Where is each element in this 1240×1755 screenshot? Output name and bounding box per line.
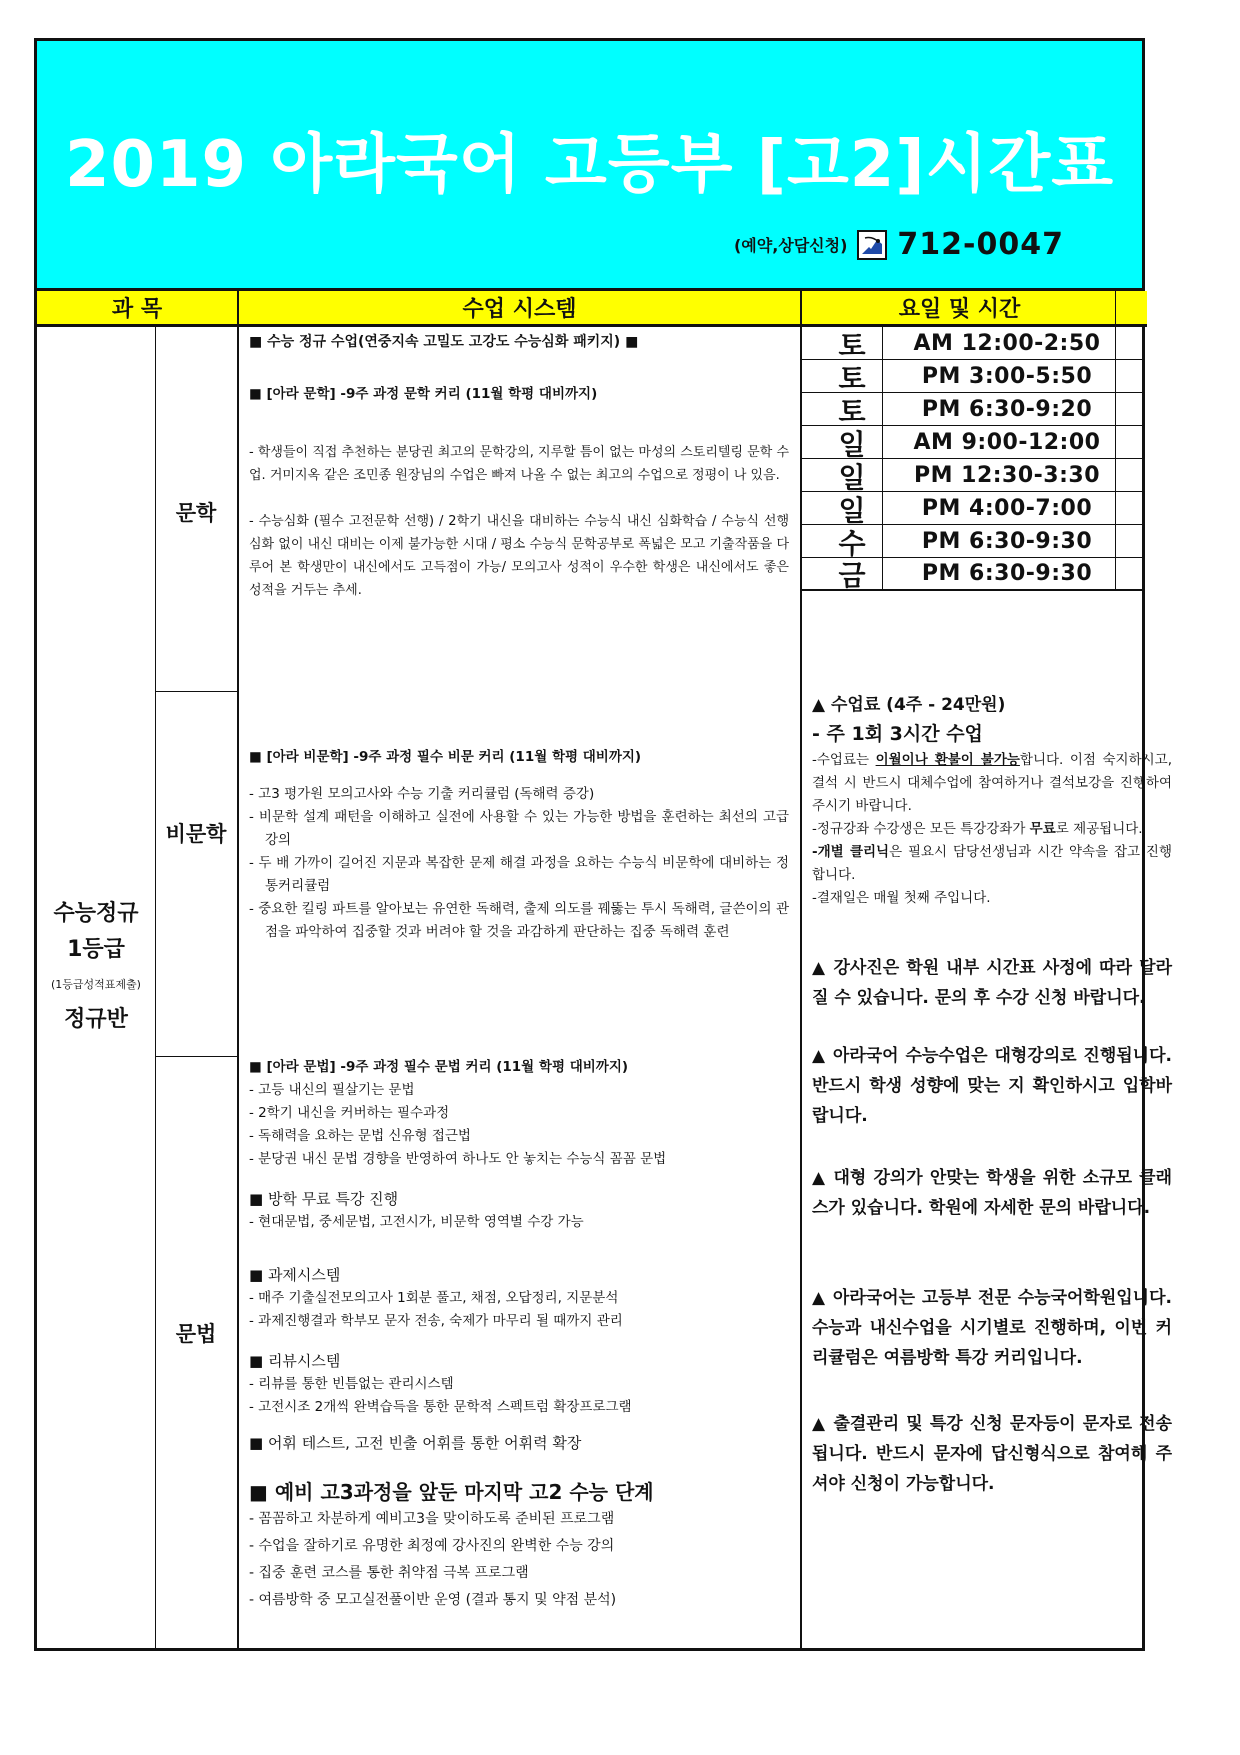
- lit-heading: ■ 수능 정규 수업(연중지속 고밀도 고강도 수능심화 패키지) ■: [249, 334, 639, 350]
- schedule-row: [802, 393, 1142, 426]
- fee-note-2a: -정규강좌 수강생은 모든 특강강좌가: [812, 821, 1030, 837]
- nonlit-title: ■ [아라 비문학] -9주 과정 필수 비문 커리 (11월 학평 대비까지): [249, 749, 642, 765]
- nonlit-item: - 비문학 설계 패턴을 이해하고 실전에 사용할 수 있는 가능한 방법을 훈련하는 최선의 고급 강의: [249, 809, 789, 848]
- schedule-day: 금: [838, 558, 866, 592]
- subject-nonlit: 비문학: [165, 822, 227, 846]
- schedule-row: [802, 360, 1142, 393]
- contact-info: [734, 227, 1064, 262]
- phone-icon: [857, 230, 887, 260]
- schedule-time: AM 9:00-12:00: [913, 430, 1101, 455]
- fee-note-3b: 은 필요시 담당선생님과 시간 약속을 잡고 진행합니다.: [812, 844, 1172, 883]
- lit-desc-1: - 학생들이 직접 추천하는 분당권 최고의 문학강의, 지루할 틈이 없는 마성의 스토리텔링 문학 수업. 거미지옥 같은 조민종 원장님의 수업은 빠져 나올 수 없는 최고의 수업으로 정평이 나 있음.: [249, 445, 789, 483]
- title-banner: [37, 41, 1142, 291]
- vocab-title: ■ 어휘 테스트, 고전 빈출 어휘를 통한 어휘력 확장: [249, 1434, 582, 1452]
- fee-note-2c: 로 제공됩니다.: [1055, 821, 1143, 837]
- subject-grammar: 문법: [175, 1322, 217, 1346]
- notice-list: [812, 953, 1172, 1499]
- notice-item: ▲ 아라국어는 고등부 전문 수능국어학원입니다. 수능과 내신수업을 시기별로 진행하며, 이번 커리큘럼은 여름방학 특강 커리입니다.: [812, 1288, 1172, 1368]
- divider: [155, 1056, 237, 1057]
- fee-note-1-underline: 이월이나 환불이 불가능: [875, 752, 1020, 768]
- schedule-time: PM 6:30-9:20: [921, 397, 1093, 422]
- category-label: [37, 896, 155, 1038]
- header-subject: 과 목: [37, 291, 237, 327]
- divider: [237, 291, 239, 1651]
- schedule-day: 일: [838, 493, 866, 527]
- schedule-time: PM 4:00-7:00: [921, 496, 1093, 521]
- header-system: 수업 시스템: [239, 291, 800, 327]
- category-line3: 정규반: [64, 1007, 128, 1032]
- category-line2: 1등급: [67, 937, 125, 962]
- free-lecture-title: ■ 방학 무료 특강 진행: [249, 1190, 399, 1208]
- pre-senior-item: - 꼼꼼하고 차분하게 예비고3을 맞이하도록 준비된 프로그램: [249, 1511, 615, 1527]
- nonlit-section: [249, 746, 789, 944]
- nonlit-item: - 고3 평가원 모의고사와 수능 기출 커리큘럼 (독해력 증강): [249, 786, 595, 802]
- grammar-item: - 2학기 내신을 커버하는 필수과정: [249, 1105, 450, 1121]
- schedule-day: 일: [838, 427, 866, 461]
- schedule-day: 일: [838, 460, 866, 494]
- divider: [155, 691, 237, 692]
- notice-item: ▲ 출결관리 및 특강 신청 문자등이 문자로 전송됩니다. 반드시 문자에 답신형식으로 참여해 주셔야 신청이 가능합니다.: [812, 1414, 1172, 1494]
- schedule-day: 수: [838, 526, 866, 560]
- schedule-day: 토: [838, 361, 866, 395]
- notice-item: ▲ 아라국어 수능수업은 대형강의로 진행됩니다. 반드시 학생 성향에 맞는 지 확인하시고 입학바랍니다.: [812, 1046, 1172, 1126]
- grammar-item: - 분당권 내신 문법 경향을 반영하여 하나도 안 놓치는 수능식 꼼꼼 문법: [249, 1151, 667, 1167]
- fee-title: ▲ 수업료 (4주 - 24만원): [812, 695, 1006, 715]
- contact-label: (예약,상담신청): [733, 236, 848, 255]
- pre-senior-item: - 집중 훈련 코스를 통한 취약점 극복 프로그램: [249, 1565, 529, 1581]
- schedule-time: PM 6:30-9:30: [921, 561, 1093, 586]
- schedule-row: [802, 426, 1142, 459]
- schedule-time: PM 3:00-5:50: [921, 364, 1093, 389]
- homework-item: - 과제진행결과 학부모 문자 전송, 숙제가 마무리 될 때까지 관리: [249, 1313, 623, 1329]
- category-line1: 수능정규: [53, 901, 139, 926]
- lit-desc-2: - 수능심화 (필수 고전문학 선행) / 2학기 내신을 대비하는 수능식 내신 심화학습 / 수능식 선행 심화 없이 내신 대비는 이제 불가능한 시대 / 평소 수능식 문학공부로 폭넓은 모고 기출작품을 다루어 본 학생만이 내신에서도 고득점이 가능/ 모의고사 성적이 우수한 학생은 내신에서도 좋은 성적을 거두는 추세.: [249, 514, 789, 598]
- page-title: 2019 아라국어 고등부 [고2]시간표: [64, 128, 1115, 202]
- lit-section: [249, 331, 789, 602]
- pre-senior-item: - 여름방학 중 모고실전풀이반 운영 (결과 통지 및 약점 분석): [249, 1592, 617, 1608]
- schedule-row: [802, 557, 1142, 590]
- schedule-time: PM 6:30-9:30: [921, 529, 1093, 554]
- fee-section: [812, 691, 1172, 910]
- schedule-day: 토: [838, 328, 866, 362]
- pre-senior-item: - 수업을 잘하기로 유명한 최정예 강사진의 완벽한 수능 강의: [249, 1538, 615, 1554]
- nonlit-item: - 두 배 가까이 길어진 지문과 복잡한 문제 해결 과정을 요하는 수능식 비문학에 대비하는 정통커리큘럼: [249, 855, 789, 894]
- fee-sub: - 주 1회 3시간 수업: [812, 723, 983, 745]
- schedule-row: [802, 327, 1142, 360]
- review-item: - 고전시조 2개씩 완벽습득을 통한 문학적 스펙트럼 확장프로그램: [249, 1399, 632, 1415]
- fee-note-2b: 무료: [1029, 821, 1056, 837]
- header-schedule: 요일 및 시간: [802, 291, 1147, 327]
- subject-lit: 문학: [175, 501, 217, 525]
- homework-title: ■ 과제시스템: [249, 1266, 341, 1284]
- fee-note-1b: 합니다. 이점 숙지하시고, 결석 시 반드시 대체수업에 참여하거나 결석보강을 진행하여 주시기 바랍니다.: [812, 752, 1173, 814]
- homework-item: - 매주 기출실전모의고사 1회분 풀고, 채점, 오답정리, 지문분석: [249, 1290, 619, 1306]
- pre-senior-title: ■ 예비 고3과정을 앞둔 마지막 고2 수능 단계: [249, 1480, 654, 1504]
- schedule-row: [802, 459, 1142, 492]
- timetable-sheet: [34, 38, 1173, 1651]
- lit-title: ■ [아라 문학] -9주 과정 문학 커리 (11월 학평 대비까지): [249, 386, 598, 402]
- fee-note-4: -결재일은 매월 첫째 주입니다.: [812, 890, 991, 906]
- review-item: - 리뷰를 통한 빈틈없는 관리시스템: [249, 1376, 454, 1392]
- phone-number[interactable]: 712-0047: [897, 227, 1064, 262]
- nonlit-item: - 중요한 킬링 파트를 알아보는 유연한 독해력, 출제 의도를 꿰뚫는 투시 독해력, 글쓴이의 관점을 파악하여 집중할 것과 버려야 할 것을 과감하게 판단하는 집중 독해력 훈련: [249, 901, 789, 940]
- category-note: (1등급성적표제출): [51, 978, 141, 991]
- free-lecture-item: - 현대문법, 중세문법, 고전시가, 비문학 영역별 수강 가능: [249, 1214, 584, 1230]
- schedule-time: AM 12:00-2:50: [913, 331, 1101, 356]
- schedule-day: 토: [838, 394, 866, 428]
- notice-item: ▲ 강사진은 학원 내부 시간표 사정에 따라 달라질 수 있습니다. 문의 후 수강 신청 바랍니다.: [812, 958, 1172, 1008]
- fee-note-1a: -수업료는: [812, 752, 876, 768]
- grammar-title: ■ [아라 문법] -9주 과정 필수 문법 커리 (11월 학평 대비까지): [249, 1059, 629, 1075]
- grammar-section: [249, 1056, 789, 1614]
- grammar-item: - 독해력을 요하는 문법 신유형 접근법: [249, 1128, 471, 1144]
- schedule-time: PM 12:30-3:30: [913, 463, 1101, 488]
- notice-item: ▲ 대형 강의가 안맞는 학생을 위한 소규모 클래스가 있습니다. 학원에 자세한 문의 바랍니다.: [812, 1168, 1172, 1218]
- review-title: ■ 리뷰시스템: [249, 1352, 341, 1370]
- fee-note-3a: -개별 클리닉: [812, 844, 890, 860]
- schedule-row: [802, 492, 1142, 525]
- grammar-item: - 고등 내신의 필살기는 문법: [249, 1082, 415, 1098]
